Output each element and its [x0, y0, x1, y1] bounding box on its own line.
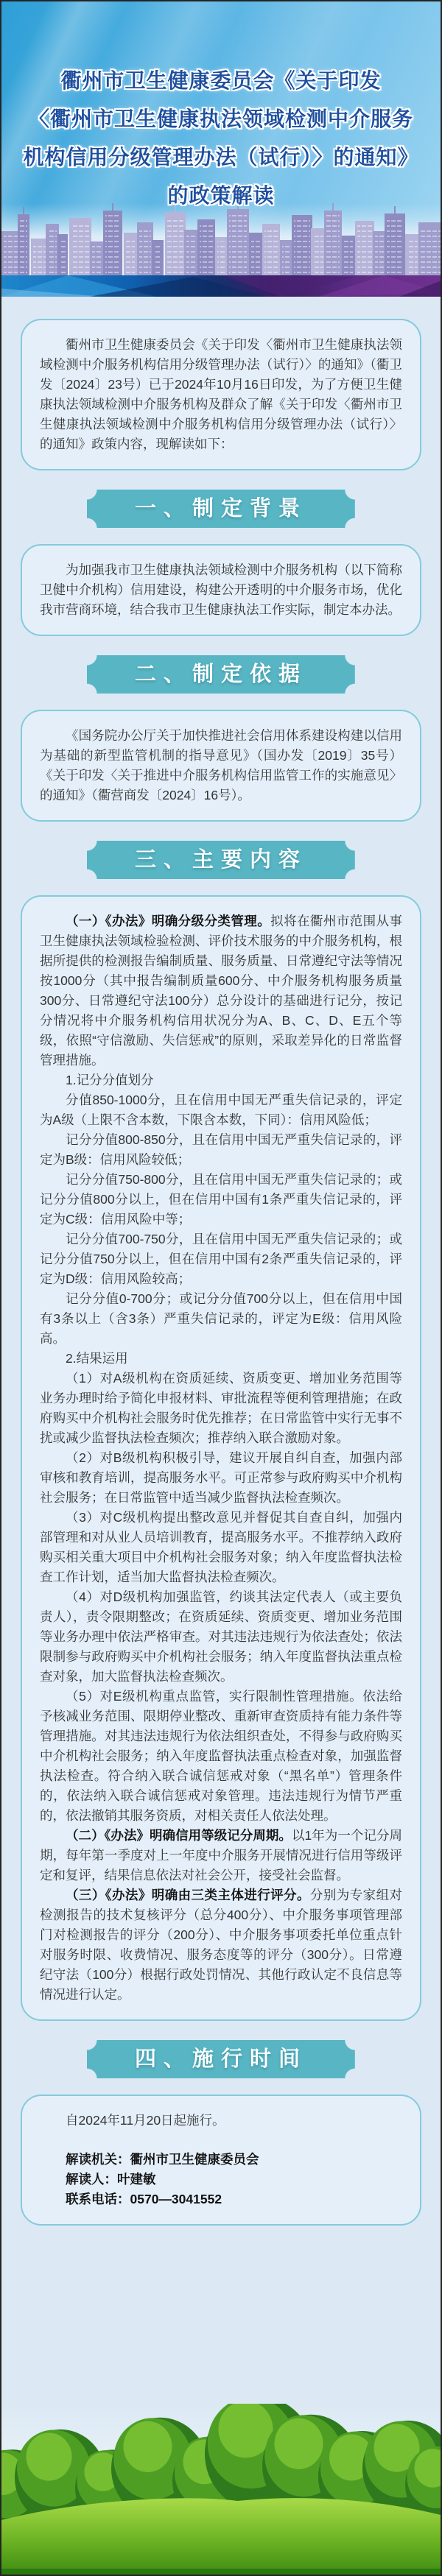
- content-area: [1, 297, 441, 2404]
- section-banner-label: 三、主要内容: [134, 848, 307, 872]
- paragraph: 为加强我市卫生健康执法领域检测中介服务机构（以下简称卫健中介机构）信用建设，构建公开透明的中介服务市场，优化我市营商环境，结合我市卫生健康执法工作实际，制定本办法。: [40, 562, 402, 617]
- section-banner-effective-date: [87, 2040, 355, 2078]
- section-banner-label: 四、施行时间: [134, 2047, 307, 2071]
- grass-trees-graphic: [1, 2404, 442, 2575]
- paragraph: 记分分值700-750分，且在信用中国无严重失信记录的；或记分分值750分以上，但在信用中国有2条严重失信记录的，评定为D级：信用风险较高；: [40, 1232, 402, 1286]
- section-banner-background: [87, 490, 355, 528]
- section-banner-basis: [87, 655, 355, 694]
- page-title-line: 的政策解读: [167, 184, 275, 207]
- page-title-line: 衢州市卫生健康委员会《关于印发: [60, 69, 382, 92]
- section-box-main-content: [21, 895, 421, 2021]
- section-banner-main-content: [87, 841, 355, 879]
- facet-ribbon-graphic: [1, 275, 442, 297]
- sections: [21, 490, 421, 2226]
- section: [21, 2040, 421, 2226]
- section-box-basis: [21, 710, 421, 822]
- paragraph: 《国务院办公厅关于加快推进社会信用体系建设构建以信用为基础的新型监管机制的指导意见》（国办发〔2019〕35号）《关于印发〈关于推进中介服务机构信用监管工作的实施意见〉的通知》（衢营商发〔2024〕16号）。: [40, 728, 402, 802]
- landscape-graphic: [1, 2404, 441, 2575]
- section-banner-label: 一、制定背景: [134, 497, 307, 521]
- intro-box: [21, 319, 421, 470]
- paragraph: （5）对E级机构重点监管，实行限制性管理措施。依法给予核减业务范围、限期停业整改、重新审查资质持有能力条件等管理措施。对其违法违规行为依法组织查处，不得参与政府购买中介机构社会服务；纳入年度监督执法重点检查对象，加强监督执法检查。符合纳入联合诚信惩戒对象（“黑名单”）管理条件的，依法纳入联合诚信惩戒对象管理。违法违规行为情节严重的，依法撤销其服务资质，对相关责任人依法处理。: [40, 1689, 402, 1823]
- paragraph: （1）对A级机构在资质延续、资质变更、增加业务范围等业务办理时给予简化申报材料、审批流程等便利管理措施；在政府购买中介机构社会服务时优先推荐；在日常监管中实行无事不扰或减少监督执法检查频次；推荐纳入联合激励对象。: [40, 1371, 402, 1445]
- paragraph: 记分分值0-700分；或记分分值700分以上，但在信用中国有3条以上（含3条）严重失信记录的，评定为E级：信用风险高。: [40, 1291, 402, 1346]
- paragraph: 解读人：叶建敏: [66, 2172, 156, 2187]
- paragraph: （3）对C级机构提出整改意见并督促其自查自纠，加强内部管理和对从业人员培训教育，提高服务水平。不推荐纳入政府购买相关重大项目中介机构社会服务对象；纳入年度监督执法检查工作计划，适当加大监督执法检查频次。: [40, 1510, 402, 1584]
- header: [1, 1, 441, 297]
- paragraph: 分值850-1000分，且在信用中国无严重失信记录的，评定为A级（上限不含本数，下限含本数，下同）：信用风险低；: [40, 1093, 402, 1127]
- intro-paragraph: 衢州市卫生健康委员会《关于印发〈衢州市卫生健康执法领域检测中介服务机构信用分级管理办法（试行）〉的通知》（衢卫发〔2024〕23号）已于2024年10月16日印发，为了方便卫生健康执法领域检测中介服务机构及群众了解《关于印发〈衢州市卫生健康执法领域检测中介服务机构信用分级管理办法（试行）〉的通知》政策内容，现解读如下：: [40, 337, 402, 451]
- section: [21, 490, 421, 636]
- section-box-effective-date: [21, 2095, 421, 2226]
- paragraph: （一）《办法》明确分级分类管理。拟将在衢州市范围从事卫生健康执法领域检验检测、评价技术服务的中介服务机构，根据所提供的检测报告编制质量、服务质量、日常遵纪守法等情况按1000分（其中报告编制质量600分、中介服务机构服务质量300分、日常遵纪守法100分）总分设计的基础进行记分，按记分情况将中介服务机构信用状况分为A、B、C、D、E五个等级，依照“守信激励、失信惩戒”的原则，采取差异化的日常监督管理措施。: [40, 914, 403, 1068]
- section-box-background: [21, 544, 421, 636]
- paragraph: 联系电话：0570—3041552: [66, 2192, 222, 2206]
- page-title-line: 〈衢州市卫生健康执法领域检测中介服务: [28, 107, 413, 130]
- paragraph: 自2024年11月20日起施行。: [66, 2113, 225, 2128]
- paragraph: （三）《办法》明确由三类主体进行评分。分别为专家组对检测报告的技术复核评分（总分400分）、中介服务事项管理部门对检测报告的评分（200分）、中介服务事项委托单位重点针对服务时限、收费情况、服务态度等的评分（300分）。日常遵纪守法（100分）根据行政处罚情况、其他行政认定不良信息等情况进行认定。: [40, 1888, 403, 2002]
- section: [21, 841, 421, 2021]
- section: [21, 655, 421, 822]
- paragraph: 2.结果运用: [66, 1351, 128, 1366]
- page-title: [1, 62, 441, 215]
- paragraph: 1.记分分值划分: [66, 1073, 154, 1087]
- section-banner-label: 二、制定依据: [134, 663, 307, 686]
- page-title-line: 机构信用分级管理办法（试行）〉的通知》: [23, 146, 419, 169]
- paragraph: （4）对D级机构加强监管，约谈其法定代表人（或主要负责人），责令限期整改；在资质延续、资质变更、增加业务范围等业务办理中依法严格审查。对其违法违规行为依法查处；依法限制参与政府购买中介机构社会服务；纳入年度监督执法重点检查对象，加大监督执法检查频次。: [40, 1589, 402, 1684]
- paragraph: 解读机关：衢州市卫生健康委员会: [66, 2152, 259, 2167]
- paragraph: （二）《办法》明确信用等级记分周期。以1年为一个记分周期，每年第一季度对上一年度中介服务开展情况进行信用等级评定和复评，结果信息依法对社会公开，接受社会监督。: [40, 1828, 402, 1882]
- paragraph: 记分分值750-800分，且在信用中国无严重失信记录的；或记分分值800分以上，但在信用中国有1条严重失信记录的，评定为C级：信用风险中等；: [40, 1172, 402, 1227]
- paragraph: （2）对B级机构积极引导，建议开展自纠自查，加强内部审核和教育培训，提高服务水平。可正常参与政府购买中介机构社会服务；在日常监管中适当减少监督执法检查频次。: [40, 1450, 402, 1505]
- paragraph: 记分分值800-850分，且在信用中国无严重失信记录的，评定为B级：信用风险较低；: [40, 1132, 402, 1167]
